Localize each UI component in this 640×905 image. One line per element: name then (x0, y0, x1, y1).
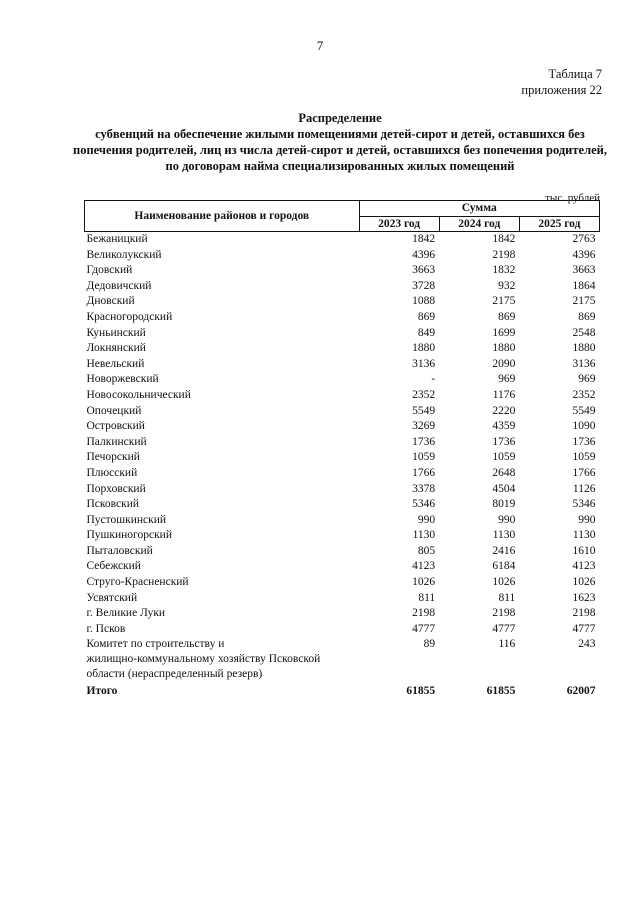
value-cell: 1059 (492, 451, 516, 464)
table-row (85, 357, 600, 373)
value-cell: 869 (498, 310, 516, 323)
value-cell: 990 (578, 513, 596, 526)
table-row (85, 248, 600, 264)
value-cell: 805 (417, 544, 436, 557)
table-row (85, 294, 600, 310)
value-cell: 2352 (412, 388, 436, 401)
value-cell: 2175 (492, 295, 516, 308)
value-cell: 2416 (492, 544, 516, 557)
page-number: 7 (316, 38, 324, 53)
district-name: Куньинский (86, 326, 146, 339)
value-cell: 4396 (412, 248, 436, 261)
title-subtitle: субвенций на обеспечение жилыми помещениями детей-сирот и детей, оставшихся без попечения родителей, лиц из числа детей-сирот и детей, оставшихся без попечения родителей, по договорам найма специализированных жилых помещений (73, 127, 607, 173)
district-name: Усвятский (86, 591, 138, 604)
value-cell: 8019 (492, 498, 516, 511)
district-name: Гдовский (86, 264, 133, 277)
value-cell: 1699 (492, 326, 516, 339)
value-cell: 1059 (412, 451, 436, 464)
table-row (85, 497, 600, 513)
table-row (85, 279, 600, 295)
value-cell: 4123 (412, 560, 436, 573)
value-cell: 1864 (572, 279, 596, 292)
value-cell: 2198 (492, 607, 516, 620)
value-cell: - (431, 373, 436, 386)
value-cell: 2198 (492, 248, 516, 261)
value-cell: 6184 (492, 560, 516, 573)
value-cell: 1880 (492, 342, 516, 355)
total-value: 61855 (406, 685, 436, 698)
value-cell: 1026 (412, 576, 436, 589)
value-cell: 1090 (572, 420, 596, 433)
table-row (85, 372, 600, 388)
value-cell: 1088 (412, 295, 436, 308)
table-row (85, 544, 600, 560)
value-cell: 5346 (572, 498, 596, 511)
value-cell: 3269 (412, 420, 436, 433)
value-cell: 4777 (492, 622, 516, 635)
table-ref-line2: приложения 22 (521, 83, 602, 97)
value-cell: 3378 (412, 482, 436, 495)
table-row (85, 591, 600, 607)
table-row (85, 622, 600, 638)
value-cell: 4396 (572, 248, 596, 261)
value-cell: 1130 (572, 529, 596, 542)
value-cell: 3136 (412, 357, 436, 370)
district-name: Печорский (86, 451, 140, 464)
district-name: Островский (86, 420, 145, 433)
header-year-2025: 2025 год (519, 216, 599, 232)
table-row (85, 263, 600, 279)
value-cell: 3136 (572, 357, 596, 370)
district-name: Дновский (86, 295, 135, 308)
value-cell: 869 (417, 310, 436, 323)
district-name: Невельский (86, 357, 145, 370)
value-cell: 811 (418, 591, 436, 604)
header-year-2023: 2023 год (359, 216, 439, 232)
value-cell: 1842 (492, 233, 516, 245)
header-name: Наименование районов и городов (85, 201, 360, 232)
value-cell: 811 (498, 591, 516, 604)
value-cell: 1880 (412, 342, 436, 355)
value-cell: 1766 (572, 466, 596, 479)
committee-name-line: области (нераспределенный резерв) (86, 668, 263, 681)
table-ref-line1: Таблица 7 (548, 67, 602, 81)
district-name: Псковский (86, 498, 140, 511)
table-row (85, 606, 600, 622)
table-row (85, 450, 600, 466)
value-cell: 2763 (572, 233, 596, 245)
district-name: Струго-Красненский (86, 576, 189, 589)
district-name: Палкинский (86, 435, 147, 448)
district-name: Новосокольнический (86, 388, 191, 401)
value-cell: 2198 (572, 607, 596, 620)
value-cell: 1623 (572, 591, 596, 604)
table-row (85, 419, 600, 435)
document-title (70, 110, 610, 174)
value-cell: 1130 (412, 529, 436, 542)
value-cell: 2648 (492, 466, 516, 479)
table-row (85, 435, 600, 451)
value-cell: 969 (498, 373, 516, 386)
table-row (85, 513, 600, 529)
value-cell: 932 (498, 279, 516, 292)
value-cell: 89 (423, 638, 436, 651)
district-name: г. Великие Луки (86, 607, 166, 620)
district-name: Красногородский (86, 310, 173, 323)
table-reference (521, 66, 602, 98)
value-cell: 4504 (492, 482, 516, 495)
district-name: Великолукский (86, 248, 162, 261)
value-cell: 1736 (572, 435, 596, 448)
district-name: Плюсский (86, 466, 138, 479)
total-value: 62007 (566, 685, 596, 698)
table-row (85, 232, 600, 248)
district-name: Новоржевский (86, 373, 159, 386)
value-cell: 5549 (412, 404, 436, 417)
value-cell: 1766 (412, 466, 436, 479)
value-cell: 849 (417, 326, 436, 339)
value-cell: 3663 (572, 264, 596, 277)
district-name: Пушкиногорский (86, 529, 172, 542)
header-year-2024: 2024 год (439, 216, 519, 232)
value-cell: 1736 (412, 435, 436, 448)
value-cell: 990 (498, 513, 516, 526)
value-cell: 243 (578, 638, 596, 651)
value-cell: 1842 (412, 233, 436, 245)
district-name: Порховский (86, 482, 146, 495)
committee-name (85, 637, 360, 682)
committee-name-line: жилищно-коммунальному хозяйству Псковской (86, 653, 321, 666)
value-cell: 990 (417, 513, 436, 526)
value-cell: 5549 (572, 404, 596, 417)
value-cell: 1832 (492, 264, 516, 277)
value-cell: 4123 (572, 560, 596, 573)
table-row (85, 388, 600, 404)
value-cell: 116 (498, 638, 516, 651)
value-cell: 3728 (412, 279, 436, 292)
value-cell: 3663 (412, 264, 436, 277)
value-cell: 4777 (412, 622, 436, 635)
value-cell: 5346 (412, 498, 436, 511)
total-row (85, 682, 600, 700)
value-cell: 1176 (492, 388, 516, 401)
value-cell: 4359 (492, 420, 516, 433)
table-row (85, 528, 600, 544)
table-row (85, 559, 600, 575)
committee-name-line: Комитет по строительству и (86, 638, 225, 651)
value-cell: 1736 (492, 435, 516, 448)
header-sum: Сумма (359, 201, 599, 217)
district-name: г. Псков (86, 622, 126, 635)
value-cell: 4777 (572, 622, 596, 635)
table-row (85, 310, 600, 326)
district-name: Дедовичский (86, 279, 152, 292)
table-row (85, 404, 600, 420)
value-cell: 1126 (572, 482, 596, 495)
title-heading: Распределение (298, 111, 382, 125)
district-name: Бежаницкий (86, 233, 148, 245)
value-cell: 2220 (492, 404, 516, 417)
value-cell: 1026 (572, 576, 596, 589)
value-cell: 1610 (572, 544, 596, 557)
table-row (85, 575, 600, 591)
table-row (85, 482, 600, 498)
district-name: Локнянский (86, 342, 146, 355)
district-name: Опочецкий (86, 404, 142, 417)
value-cell: 2352 (572, 388, 596, 401)
value-cell: 1880 (572, 342, 596, 355)
value-cell: 2548 (572, 326, 596, 339)
committee-row (85, 637, 600, 682)
value-cell: 2090 (492, 357, 516, 370)
table-row (85, 466, 600, 482)
district-name: Пыталовский (86, 544, 153, 557)
table-row (85, 326, 600, 342)
total-value: 61855 (486, 685, 516, 698)
units-label: тыс. рублей (545, 192, 600, 204)
distribution-table (84, 200, 600, 700)
value-cell: 1130 (492, 529, 516, 542)
total-label: Итого (86, 685, 118, 698)
value-cell: 969 (578, 373, 596, 386)
value-cell: 869 (578, 310, 596, 323)
district-name: Себежский (86, 560, 141, 573)
value-cell: 2175 (572, 295, 596, 308)
value-cell: 2198 (412, 607, 436, 620)
value-cell: 1059 (572, 451, 596, 464)
value-cell: 1026 (492, 576, 516, 589)
district-name: Пустошкинский (86, 513, 167, 526)
table-row (85, 341, 600, 357)
